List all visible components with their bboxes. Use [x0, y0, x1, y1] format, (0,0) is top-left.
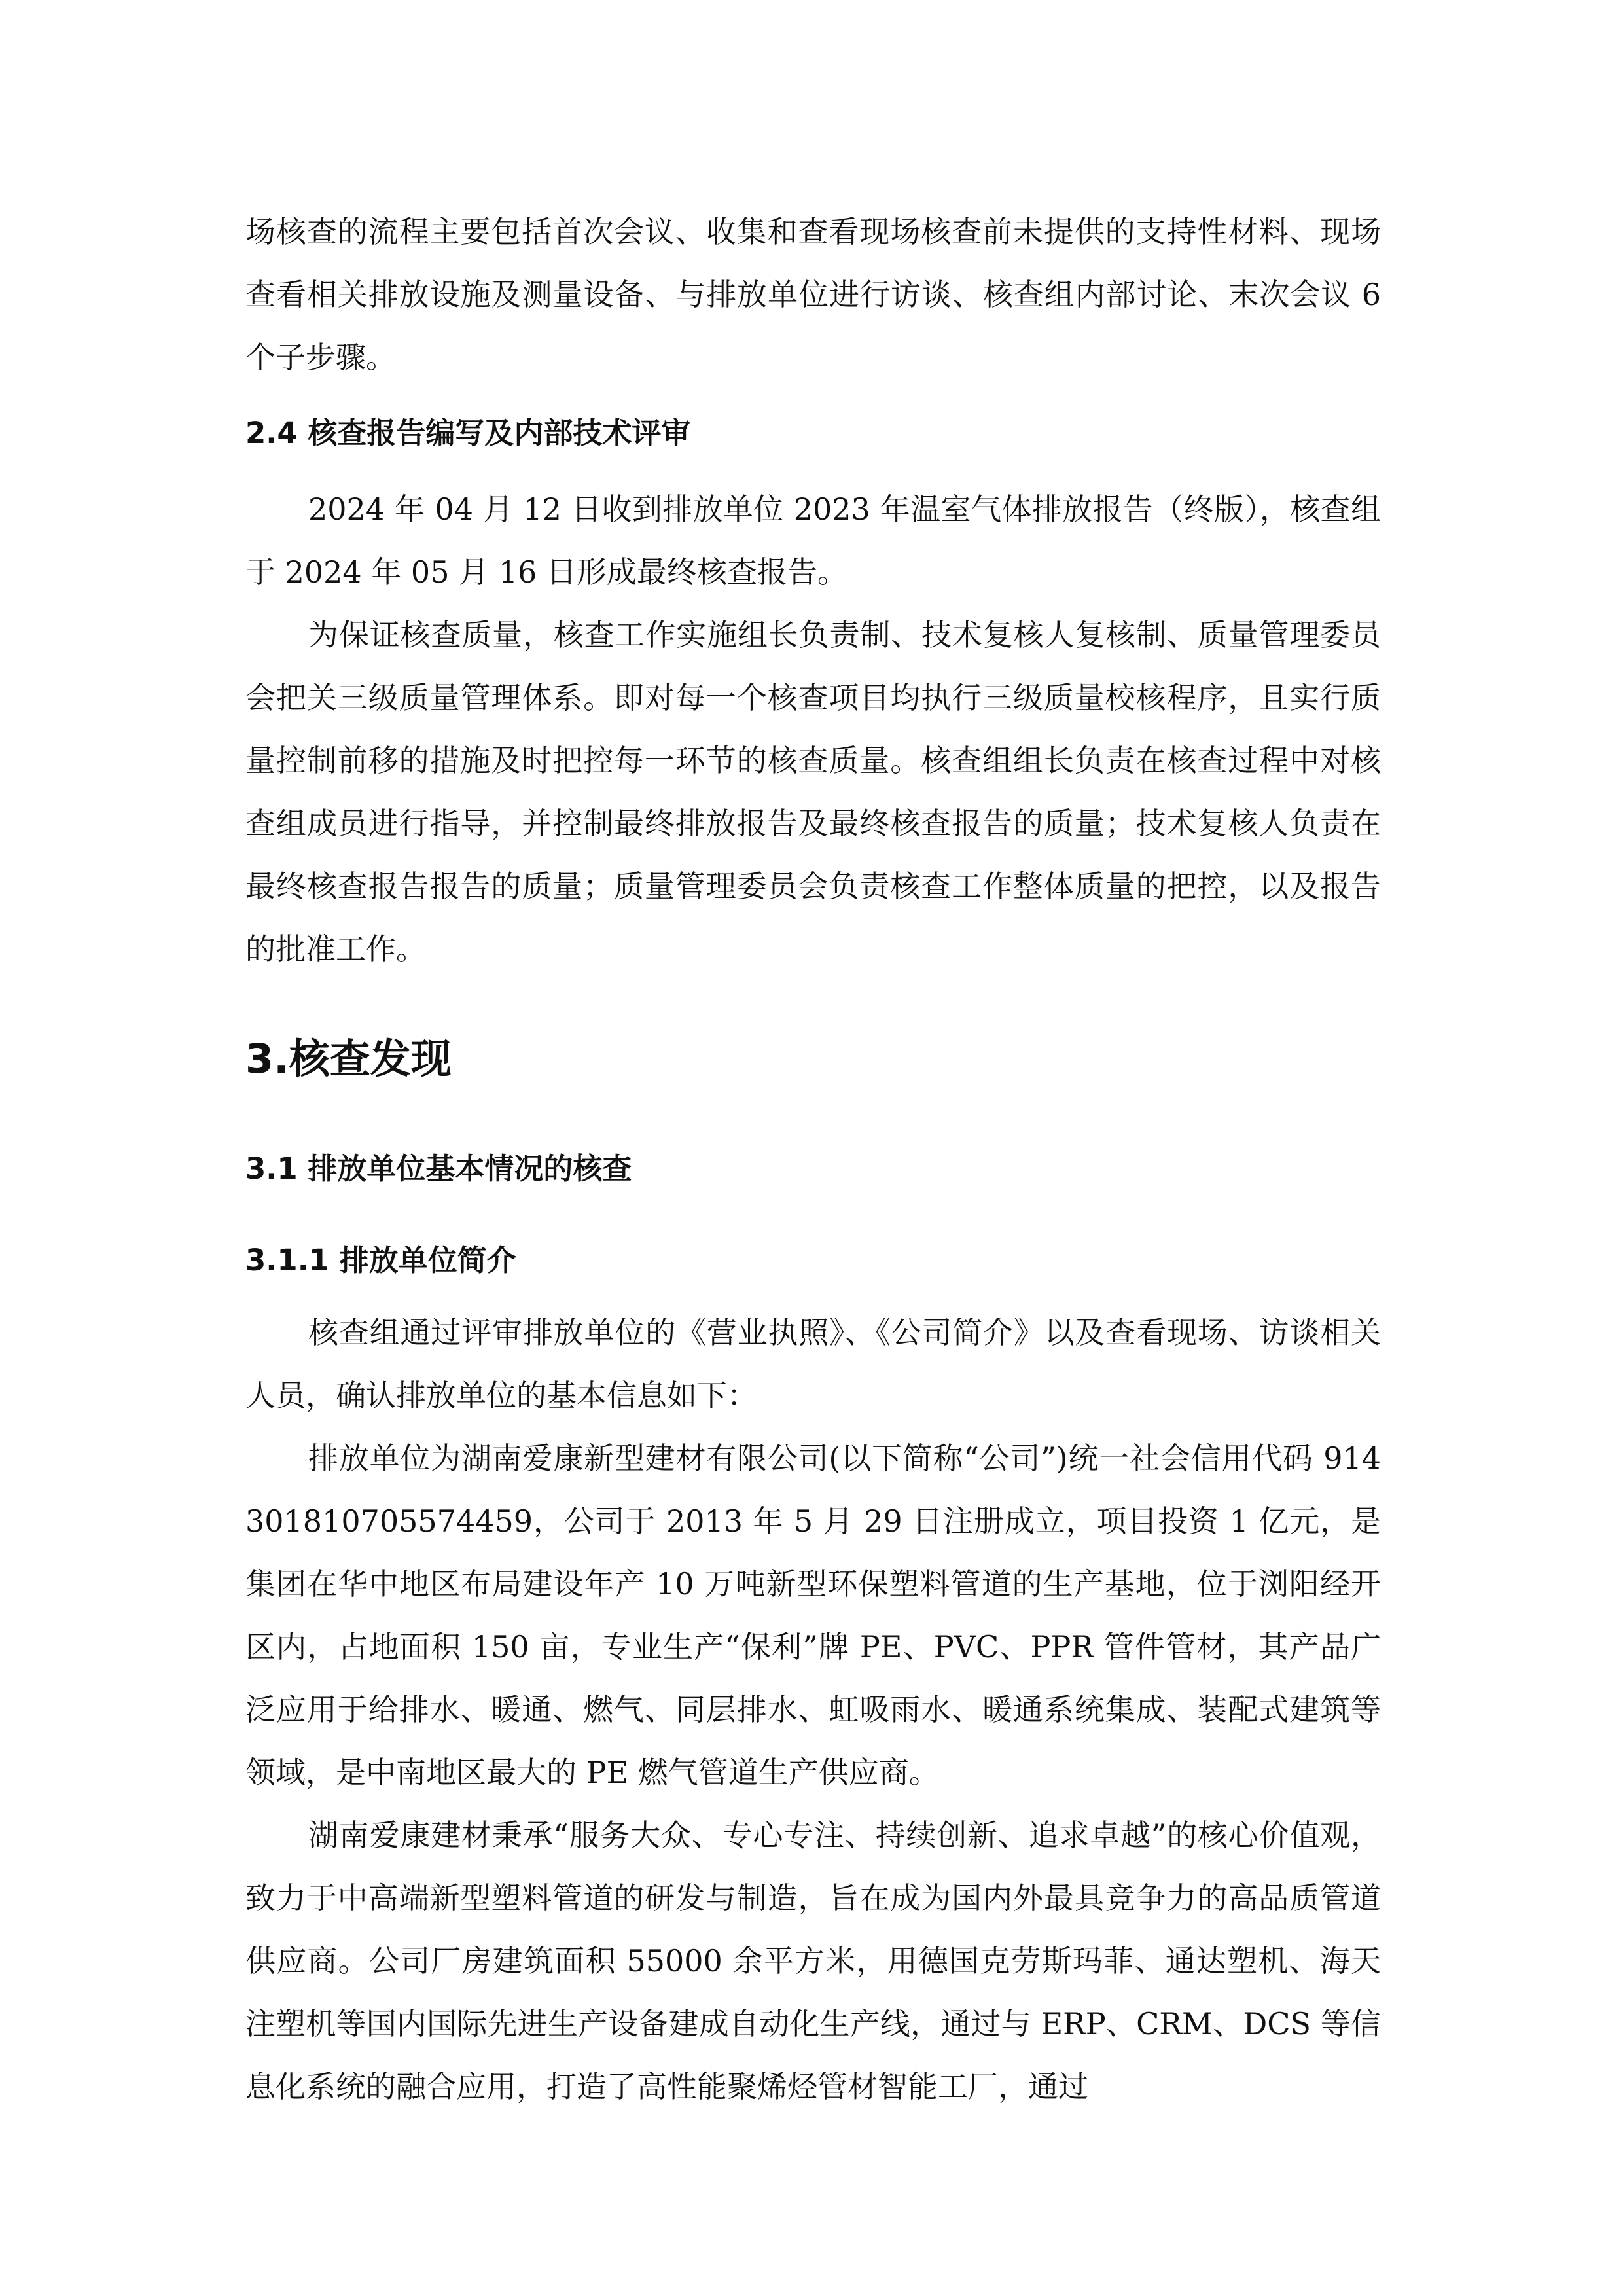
- paragraph-intro: 场核查的流程主要包括首次会议、收集和查看现场核查前未提供的支持性材料、现场查看相关排放设施及测量设备、与排放单位进行访谈、核查组内部讨论、末次会议 6 个子步骤。: [245, 214, 1381, 375]
- document-body: [245, 200, 1381, 2118]
- paragraph-3-1-1-c: 湖南爱康建材秉承“服务大众、专心专注、持续创新、追求卓越”的核心价值观，致力于中高端新型塑料管道的研发与制造，旨在成为国内外最具竞争力的高品质管道供应商。公司厂房建筑面积 55000 余平方米，用德国克劳斯玛菲、通达塑机、海天注塑机等国内国际先进生产设备建成自动化生产线，通过与 ERP、CRM、DCS 等信息化系统的融合应用，打造了高性能聚烯烃管材智能工厂，通过: [245, 1818, 1381, 2104]
- heading-2-4: 2.4 核查报告编写及内部技术评审: [245, 416, 691, 450]
- paragraph-2-4-b: 为保证核查质量，核查工作实施组长负责制、技术复核人复核制、质量管理委员会把关三级质量管理体系。即对每一个核查项目均执行三级质量校核程序，且实行质量控制前移的措施及时把控每一环节的核查质量。核查组组长负责在核查过程中对核查组成员进行指导，并控制最终排放报告及最终核查报告的质量；技术复核人负责在最终核查报告报告的质量；质量管理委员会负责核查工作整体质量的把控，以及报告的批准工作。: [245, 617, 1381, 967]
- paragraph-2-4-a: 2024 年 04 月 12 日收到排放单位 2023 年温室气体排放报告（终版），核查组于 2024 年 05 月 16 日形成最终核查报告。: [245, 492, 1381, 590]
- paragraph-3-1-1-b: 排放单位为湖南爱康新型建材有限公司(以下简称“公司”)统一社会信用代码 914301810705574459，公司于 2013 年 5 月 29 日注册成立，项目投资 1 亿元，是集团在华中地区布局建设年产 10 万吨新型环保塑料管道的生产基地，位于浏阳经开区内，占地面积 150 亩，专业生产“保利”牌 PE、PVC、PPR 管件管材，其产品广泛应用于给排水、暖通、燃气、同层排水、虹吸雨水、暖通系统集成、装配式建筑等领域，是中南地区最大的 PE 燃气管道生产供应商。: [245, 1441, 1381, 1790]
- heading-3-1-1: 3.1.1 排放单位简介: [245, 1243, 516, 1278]
- paragraph-3-1-1-a: 核查组通过评审排放单位的《营业执照》、《公司简介》以及查看现场、访谈相关人员，确认排放单位的基本信息如下：: [245, 1315, 1381, 1413]
- heading-3-1: 3.1 排放单位基本情况的核查: [245, 1151, 632, 1186]
- heading-3: 3.核查发现: [245, 1035, 452, 1083]
